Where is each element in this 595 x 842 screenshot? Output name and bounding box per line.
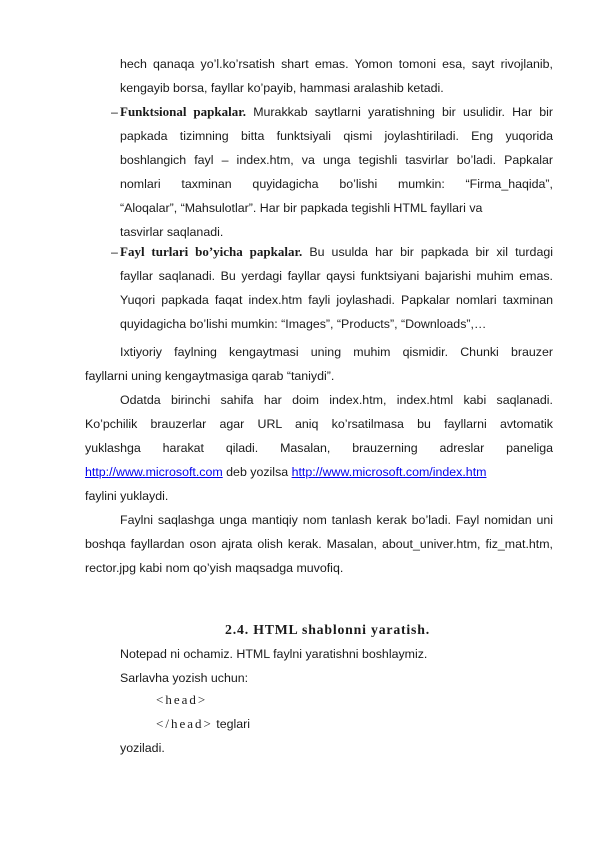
code-head-close: </head> bbox=[156, 716, 213, 731]
list-item-title: Funktsional papkalar. bbox=[120, 104, 247, 119]
paragraph-line: quyidagicha bo’lishi mumkin: “Images”, “Products”, “Downloads”,… bbox=[120, 317, 487, 331]
paragraph-line: Faylni saqlashga unga mantiqiy nom tanlash kerak bo’ladi. Fayl nomidan uni bbox=[120, 513, 553, 527]
paragraph-line: fayllarni uning kengaytmasiga qarab “taniydi”. bbox=[85, 369, 335, 383]
list-item-title: Fayl turlari bo’yicha papkalar. bbox=[120, 244, 303, 259]
paragraph-line: boshqa fayllardan oson ajrata olish kerak. Masalan, about_univer.htm, fiz_mat.htm, bbox=[85, 537, 553, 551]
microsoft-link[interactable]: http://www.microsoft.com bbox=[85, 465, 223, 479]
paragraph-line: Odatda birinchi sahifa har doim index.htm, index.html kabi saqlanadi. bbox=[120, 393, 553, 407]
paragraph-line: hech qanaqa yo’l.ko’rsatish shart emas. Yomon tomoni esa, sayt rivojlanib, bbox=[120, 57, 553, 71]
paragraph-line: Ko’pchilik brauzerlar agar URL aniq ko’rsatilmasa bu fayllarni avtomatik bbox=[85, 417, 553, 431]
paragraph-line: yoziladi. bbox=[120, 741, 165, 755]
code-suffix-text: teglari bbox=[212, 717, 251, 731]
microsoft-index-link[interactable]: http://www.microsoft.com/index.htm bbox=[291, 465, 487, 479]
paragraph-line: nomlari taxminan quyidagicha bo’lishi mumkin: “Firma_haqida”, bbox=[120, 177, 553, 191]
paragraph-line: kengayib borsa, fayllar ko’payib, hammasi aralashib ketadi. bbox=[120, 81, 444, 95]
list-item-text: Bu usulda har bir papkada bir xil turdagi bbox=[302, 245, 553, 259]
paragraph-line-with-links bbox=[85, 464, 486, 480]
paragraph-line: faylini yuklaydi. bbox=[85, 489, 169, 503]
paragraph-line: papkada tizimning bitta funktsiyali qismi joylashtiriladi. Eng yuqorida bbox=[120, 129, 553, 143]
paragraph-line: fayllar saqlanadi. Bu yerdagi fayllar qaysi funktsiyani bajarishi muhim emas. bbox=[120, 269, 553, 283]
paragraph-line: tasvirlar saqlanadi. bbox=[120, 225, 224, 239]
paragraph-line: boshlangich fayl – index.htm, va unga tegishli tasvirlar bo’ladi. Papkalar bbox=[120, 153, 553, 167]
paragraph-line: Sarlavha yozish uchun: bbox=[120, 671, 249, 685]
paragraph-line: yuklashga harakat qiladi. Masalan, brauzerning adreslar paneliga bbox=[85, 441, 553, 455]
paragraph-line: Yuqori papkada faqat index.htm fayli joylashadi. Papkalar nomlari taxminan bbox=[120, 293, 553, 307]
paragraph-line: Ixtiyoriy faylning kengaytmasi uning muhim qismidir. Chunki brauzer bbox=[120, 345, 553, 359]
list-item-filetype-folders bbox=[120, 244, 553, 260]
list-item-text: Murakkab saytlarni yaratishning bir usulidir. Har bir bbox=[246, 105, 553, 119]
paragraph-line: rector.jpg kabi nom qo’yish maqsadga muvofiq. bbox=[85, 561, 344, 575]
list-bullet: – bbox=[111, 105, 118, 119]
paragraph-line: “Aloqalar”, “Mahsulotlar”. Har bir papkada tegishli HTML fayllari va bbox=[120, 201, 483, 215]
section-heading: 2.4. HTML shablonni yaratish. bbox=[225, 622, 430, 637]
link-separator-text: deb yozilsa bbox=[222, 465, 292, 479]
code-head-open: <head> bbox=[156, 692, 208, 707]
code-line bbox=[156, 716, 250, 732]
list-bullet: – bbox=[111, 245, 118, 259]
list-item-functional-folders bbox=[120, 104, 553, 120]
paragraph-line: Notepad ni ochamiz. HTML faylni yaratishni boshlaymiz. bbox=[120, 647, 428, 661]
